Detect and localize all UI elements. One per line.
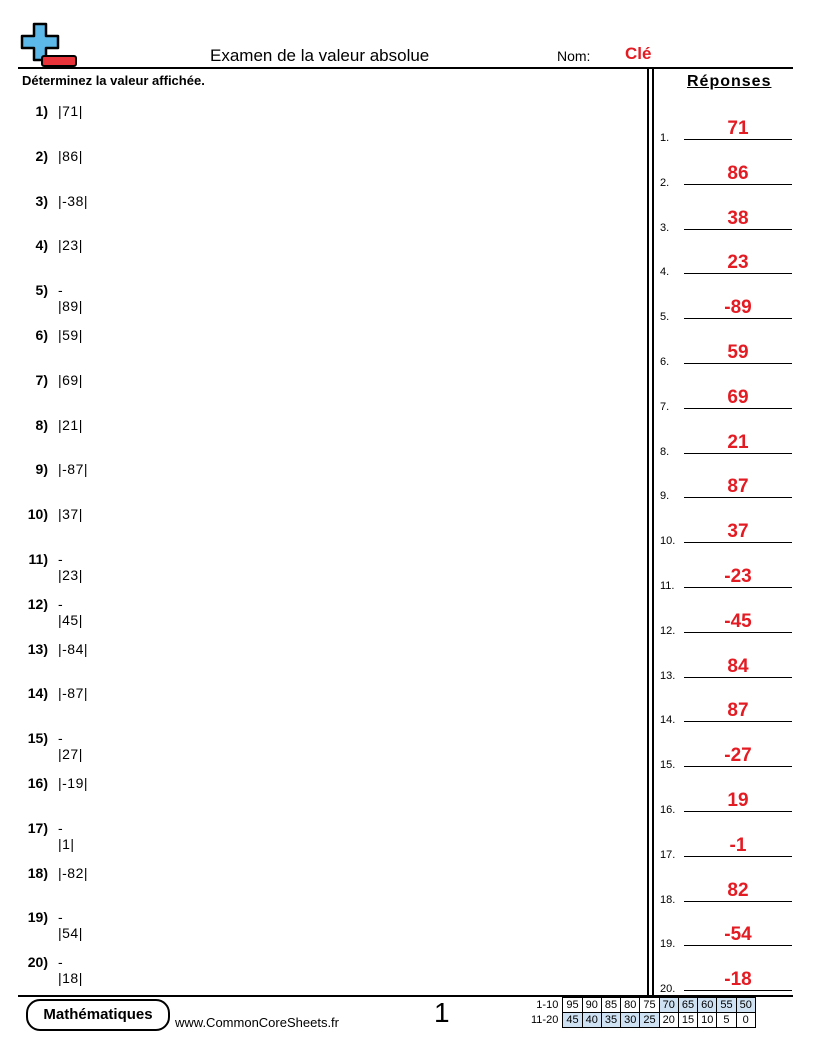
question-number: 11) xyxy=(28,551,48,567)
answer-value: 71 xyxy=(727,118,749,139)
answer-index: 16. xyxy=(660,804,676,816)
score-cell: 95 xyxy=(563,998,582,1013)
score-cell: 55 xyxy=(717,998,736,1013)
answer-index: 19. xyxy=(660,938,676,951)
answer-row xyxy=(660,476,792,503)
answer-row xyxy=(660,700,792,727)
question-expression: |69| xyxy=(58,371,83,388)
question-number: 15) xyxy=(27,730,48,747)
score-cell: 50 xyxy=(736,998,755,1013)
question-expression: -|45| xyxy=(58,595,83,628)
instructions: Déterminez la valeur affichée. xyxy=(22,73,205,88)
answer-index: 20. xyxy=(660,983,676,996)
score-cell: 5 xyxy=(717,1013,736,1028)
answer-value: 38 xyxy=(727,207,749,229)
score-row xyxy=(528,998,755,1013)
answer-row xyxy=(660,207,792,234)
score-cell: 35 xyxy=(601,1013,620,1028)
page-title: Examen de la valeur absolue xyxy=(210,46,430,65)
question-number: 4) xyxy=(35,237,48,254)
score-cell: 15 xyxy=(678,1013,697,1028)
answer-value: 86 xyxy=(727,162,749,184)
answer-index: 15. xyxy=(660,759,676,772)
answer-index: 7. xyxy=(660,400,670,413)
score-table xyxy=(528,997,756,1028)
header-divider xyxy=(18,67,793,69)
score-cell: 10 xyxy=(698,1013,717,1028)
question-expression: |-84| xyxy=(58,640,89,657)
score-cell: 70 xyxy=(659,998,678,1013)
score-cell: 20 xyxy=(659,1013,678,1028)
question-number: 5) xyxy=(35,282,48,299)
answer-index: 14. xyxy=(660,714,676,727)
question-expression: |-87| xyxy=(58,685,89,702)
question-expression: -|54| xyxy=(58,909,83,942)
answer-index: 13. xyxy=(660,669,676,682)
question-number: 2) xyxy=(35,147,48,164)
answer-row xyxy=(660,342,792,368)
question-expression: -|27| xyxy=(58,730,83,763)
answer-value: 69 xyxy=(727,386,749,408)
question-number: 16) xyxy=(27,775,48,791)
question-expression: |59| xyxy=(58,327,83,343)
answer-value: -89 xyxy=(724,297,752,319)
answer-row xyxy=(660,879,792,906)
question-number: 3) xyxy=(35,192,48,209)
question-number: 9) xyxy=(35,461,48,478)
answer-value: 59 xyxy=(727,342,749,363)
question-expression: |23| xyxy=(58,237,83,254)
answer-row xyxy=(660,118,792,144)
question-number: 7) xyxy=(35,371,48,388)
question-expression: |-38| xyxy=(58,192,89,209)
question-number: 20) xyxy=(27,954,48,971)
answer-row xyxy=(660,162,792,189)
answer-value: 23 xyxy=(727,252,749,274)
answer-row xyxy=(660,610,792,637)
answer-value: 84 xyxy=(727,655,749,677)
question-number: 1) xyxy=(35,103,48,119)
answer-value: -45 xyxy=(724,610,752,632)
score-cell: 60 xyxy=(698,998,717,1013)
score-cell: 0 xyxy=(736,1013,755,1028)
page-number: 1 xyxy=(434,997,450,1028)
answer-row xyxy=(660,431,792,458)
plus-minus-logo-icon xyxy=(20,22,80,68)
score-cell: 85 xyxy=(601,998,620,1013)
column-divider-inner xyxy=(652,67,654,995)
score-cell: 30 xyxy=(621,1013,640,1028)
score-cell: 65 xyxy=(678,998,697,1013)
question-number: 8) xyxy=(35,416,48,433)
question-expression: -|1| xyxy=(58,819,75,852)
answer-value: -54 xyxy=(724,924,752,946)
question-expression: -|23| xyxy=(58,551,83,583)
answer-index: 12. xyxy=(660,624,676,637)
question-number: 10) xyxy=(27,506,48,523)
answer-index: 5. xyxy=(660,311,670,324)
answer-row xyxy=(660,834,792,861)
answer-row xyxy=(660,924,792,951)
answer-row xyxy=(660,521,792,548)
brand-badge: Mathématiques xyxy=(26,999,170,1031)
answer-index: 18. xyxy=(660,893,676,906)
question-number: 18) xyxy=(27,864,48,881)
answer-value: 87 xyxy=(727,700,749,722)
answer-index: 2. xyxy=(660,176,670,189)
answer-index: 17. xyxy=(660,848,676,861)
question-number: 19) xyxy=(27,909,48,926)
answer-row xyxy=(660,297,792,324)
question-expression: -|18| xyxy=(58,954,83,987)
score-row xyxy=(528,1013,755,1028)
question-expression: -|89| xyxy=(58,282,83,315)
name-label: Nom: xyxy=(557,48,591,64)
answer-index: 11. xyxy=(660,580,675,592)
answer-value: -1 xyxy=(729,834,747,856)
answer-row xyxy=(660,745,792,772)
answer-index: 1. xyxy=(660,132,670,144)
question-number: 17) xyxy=(27,819,48,836)
question-expression: |-87| xyxy=(58,461,89,478)
answer-index: 10. xyxy=(660,535,676,548)
answer-index: 4. xyxy=(660,266,670,279)
answer-index: 9. xyxy=(660,490,670,503)
question-expression: |37| xyxy=(58,506,83,523)
site-url: www.CommonCoreSheets.fr xyxy=(175,1015,339,1030)
score-cell: 45 xyxy=(563,1013,582,1028)
question-number: 13) xyxy=(27,640,48,657)
name-value: Clé xyxy=(625,44,652,63)
question-expression: |-19| xyxy=(58,775,89,791)
score-row-label: 11-20 xyxy=(531,1014,559,1026)
answer-index: 8. xyxy=(660,445,670,458)
answer-value: 37 xyxy=(727,521,749,543)
question-number: 12) xyxy=(27,595,48,612)
answer-value: 21 xyxy=(727,431,749,453)
answer-row xyxy=(660,386,792,413)
score-cell: 90 xyxy=(582,998,601,1013)
question-number: 14) xyxy=(27,685,48,702)
answer-value: -23 xyxy=(724,566,752,587)
answer-index: 6. xyxy=(660,356,670,368)
answer-row xyxy=(660,655,792,682)
answer-index: 3. xyxy=(660,221,670,234)
question-expression: |21| xyxy=(58,416,83,433)
question-expression: |-82| xyxy=(58,864,89,881)
question-expression: |86| xyxy=(58,147,83,164)
score-cell: 40 xyxy=(582,1013,601,1028)
answer-row xyxy=(660,969,792,996)
score-cell: 75 xyxy=(640,998,659,1013)
column-divider xyxy=(647,67,649,995)
question-expression: |71| xyxy=(58,103,83,119)
answer-row xyxy=(660,790,792,816)
score-row-label: 1-10 xyxy=(536,999,559,1011)
question-number: 6) xyxy=(35,327,48,343)
answer-value: 87 xyxy=(727,476,749,498)
answers-heading: Réponses xyxy=(687,73,772,90)
answer-value: -27 xyxy=(724,745,752,767)
answer-row xyxy=(660,566,792,592)
answer-value: -18 xyxy=(724,969,752,991)
score-cell: 25 xyxy=(640,1013,659,1028)
answer-row xyxy=(660,252,792,279)
answer-value: 19 xyxy=(727,790,749,811)
answer-value: 82 xyxy=(727,879,749,901)
score-cell: 80 xyxy=(621,998,640,1013)
